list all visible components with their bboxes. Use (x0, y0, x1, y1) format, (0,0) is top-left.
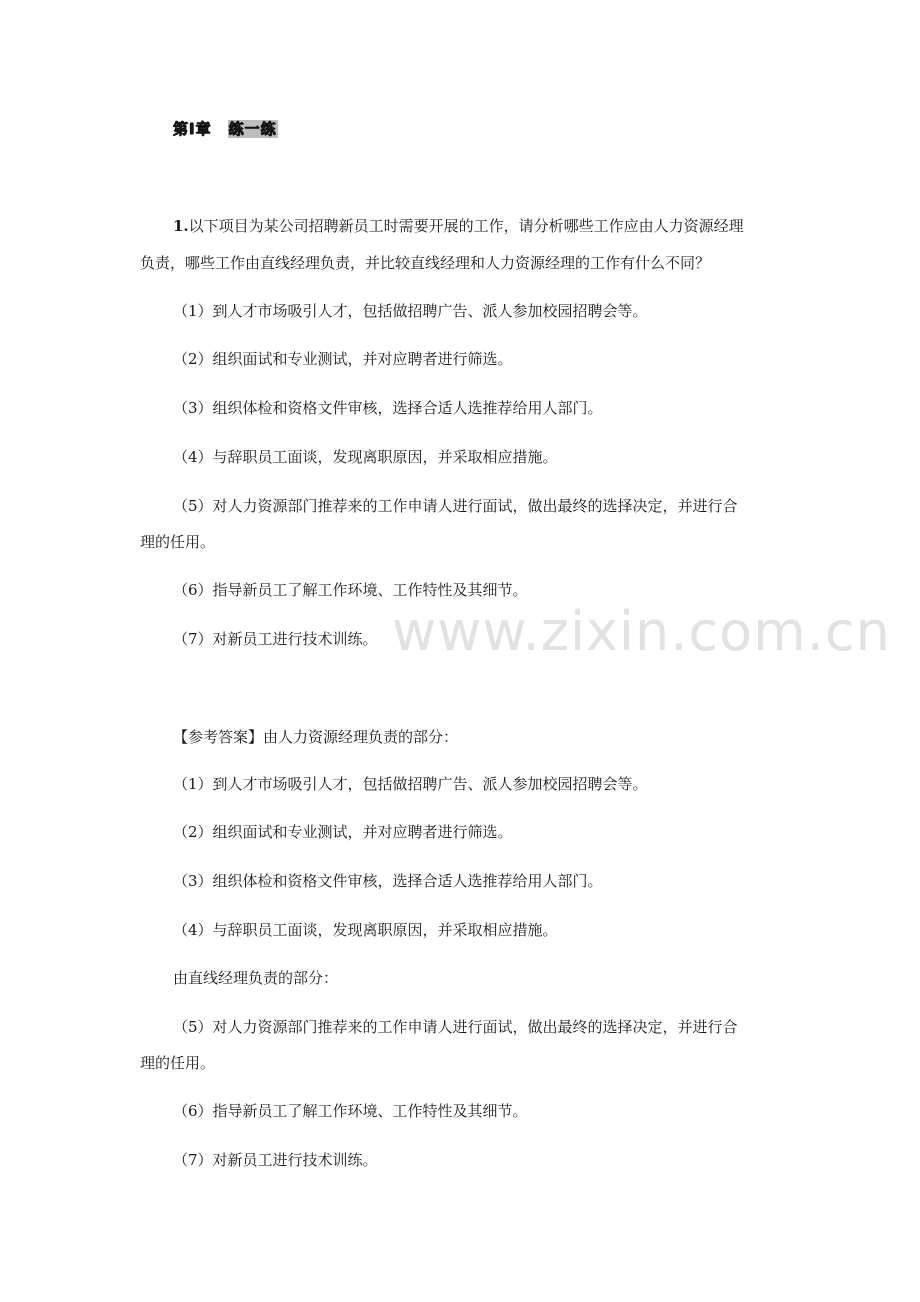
answer-label: 【参考答案】 (173, 728, 264, 746)
question-number: 1. (173, 217, 189, 235)
question-item: （3）组织体检和资格文件审核，选择合适人选推荐给用人部门。 (173, 399, 603, 417)
answer-item: （6）指导新员工了解工作环境、工作特性及其细节。 (173, 1102, 528, 1120)
answer-line-manager-intro: 由直线经理负责的部分： (173, 969, 339, 987)
question-item-continued: 理的任用。 (140, 533, 216, 551)
chapter-heading (173, 118, 278, 139)
question-line-1 (173, 216, 785, 236)
answer-heading (173, 727, 785, 747)
answer-item: （1）到人才市场吸引人才，包括做招聘广告、派人参加校园招聘会等。 (173, 775, 648, 793)
question-item: （7）对新员工进行技术训练。 (173, 630, 378, 648)
answer-hr-intro: 由人力资源经理负责的部分： (263, 728, 459, 746)
section-title: 练一练 (228, 120, 277, 138)
question-item: （2）组织面试和专业测试，并对应聘者进行筛选。 (173, 350, 513, 368)
question-item: （1）到人才市场吸引人才，包括做招聘广告、派人参加校园招聘会等。 (173, 302, 648, 320)
question-item: （5）对人力资源部门推荐来的工作申请人进行面试，做出最终的选择决定，并进行合 (173, 497, 738, 515)
answer-item: （4）与辞职员工面谈，发现离职原因，并采取相应措施。 (173, 921, 558, 939)
question-text: 以下项目为某公司招聘新员工时需要开展的工作，请分析哪些工作应由人力资源经理 (188, 217, 744, 235)
answer-item: （5）对人力资源部门推荐来的工作申请人进行面试，做出最终的选择决定，并进行合 (173, 1018, 738, 1036)
question-item: （6）指导新员工了解工作环境、工作特性及其细节。 (173, 581, 528, 599)
answer-item: （2）组织面试和专业测试，并对应聘者进行筛选。 (173, 823, 513, 841)
question-item: （4）与辞职员工面谈，发现离职原因，并采取相应措施。 (173, 448, 558, 466)
answer-item: （3）组织体检和资格文件审核，选择合适人选推荐给用人部门。 (173, 872, 603, 890)
watermark: www.zixin.com.cn (392, 600, 891, 663)
chapter-number: 第Ⅰ章 (173, 120, 212, 138)
answer-item-continued: 理的任用。 (140, 1054, 216, 1072)
answer-item: （7）对新员工进行技术训练。 (173, 1151, 378, 1169)
question-line-2: 负责，哪些工作由直线经理负责，并比较直线经理和人力资源经理的工作有什么不同？ (140, 254, 711, 272)
